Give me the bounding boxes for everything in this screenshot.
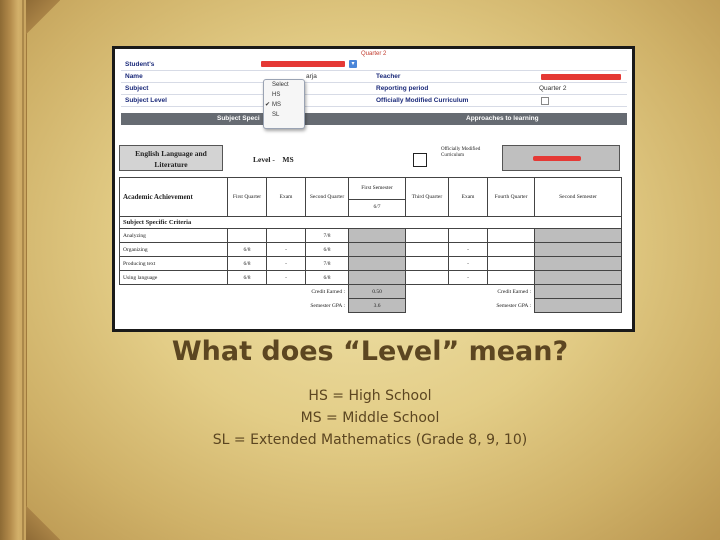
dropdown-option-hs[interactable]: HS (272, 92, 281, 98)
page-corner-top (26, 0, 60, 34)
col-first-semester: First Semester 6/7 (349, 178, 406, 217)
col-first-quarter: First Quarter (228, 178, 267, 217)
report-sheet (119, 141, 622, 329)
definition-sl: SL = Extended Mathematics (Grade 8, 9, 10) (212, 432, 528, 448)
subject-title: English Language and Literature (119, 145, 223, 171)
col-exam-2: Exam (449, 178, 488, 217)
subject-level-label: Subject Level (125, 97, 167, 104)
subject-row (121, 83, 627, 95)
table-row: Organizing 6/8 - 6/8 - (120, 243, 622, 257)
dropdown-option-ms[interactable]: ✔ MS (265, 102, 281, 108)
col-second-semester: Second Semester (535, 178, 622, 217)
omc-sheet-label: Officially Modified Curriculum (441, 147, 481, 158)
report-form (121, 51, 627, 127)
name-value: arja (306, 73, 317, 80)
credit-earned-value-2 (535, 285, 622, 299)
credit-earned-value: 0.50 (349, 285, 406, 299)
slide-title: What does “Level” mean? (171, 336, 569, 367)
teacher-label: Teacher (376, 73, 401, 80)
omc-label: Officially Modified Curriculum (376, 97, 469, 104)
credit-earned-label-2: Credit Earned : (497, 288, 531, 295)
table-row: Using language 6/8 - 6/8 - (120, 271, 622, 285)
dropdown-option-select[interactable]: Select (272, 82, 289, 88)
credit-row (120, 285, 622, 299)
name-label: Name (125, 73, 143, 80)
reporting-period-value[interactable]: Quarter 2 (539, 85, 567, 92)
student-dropdown-button[interactable] (349, 60, 357, 68)
criteria-header-row (120, 217, 622, 229)
table-row: Producing text 6/8 - 7/8 - (120, 257, 622, 271)
semester-gpa-label: Semester GPA : (310, 302, 345, 309)
chevron-down-icon: ▾ (351, 61, 355, 67)
subject-specific-header: Subject Speci (217, 115, 260, 122)
reporting-period-label: Reporting period (376, 85, 429, 92)
gpa-row (120, 299, 622, 313)
first-semester-score: 6/7 (349, 199, 405, 210)
checkmark-icon: ✔ (265, 102, 271, 108)
semester-gpa-value: 3.6 (349, 299, 406, 313)
col-second-quarter: Second Quarter (306, 178, 349, 217)
students-row (121, 59, 627, 71)
approaches-header: Approaches to learning (466, 115, 539, 122)
definition-ms: MS = Middle School (300, 410, 440, 426)
report-card-screenshot (112, 46, 635, 332)
teacher-box-redacted (502, 145, 620, 171)
level-dropdown-menu[interactable] (263, 79, 305, 129)
students-label: Student's (125, 61, 155, 68)
dropdown-option-sl[interactable]: SL (272, 112, 280, 118)
name-row (121, 71, 627, 83)
omc-checkbox[interactable] (541, 97, 549, 105)
table-row: Analyzing 7/8 (120, 229, 622, 243)
credit-earned-label: Credit Earned : (311, 288, 345, 295)
semester-gpa-value-2 (535, 299, 622, 313)
subject-level-row (121, 95, 627, 107)
criteria-label: Subject Specific Criteria (120, 217, 622, 229)
achievement-label: Academic Achievement (120, 178, 228, 217)
section-header-bar (121, 113, 627, 125)
table-header-row (120, 178, 622, 217)
col-exam: Exam (267, 178, 306, 217)
student-select-redacted[interactable] (261, 61, 345, 67)
quarter-tab[interactable]: Quarter 2 (361, 51, 387, 57)
subject-label: Subject (125, 85, 149, 92)
definition-hs: HS = High School (308, 388, 432, 404)
teacher-value-redacted (541, 74, 621, 80)
col-fourth-quarter: Fourth Quarter (488, 178, 535, 217)
page-corner-bottom (26, 506, 60, 540)
semester-gpa-label-2: Semester GPA : (496, 302, 531, 309)
col-third-quarter: Third Quarter (406, 178, 449, 217)
achievement-table (119, 177, 622, 313)
binding-line (22, 0, 24, 540)
omc-sheet-checkbox (413, 153, 427, 167)
level-indicator: Level - MS (253, 155, 294, 164)
